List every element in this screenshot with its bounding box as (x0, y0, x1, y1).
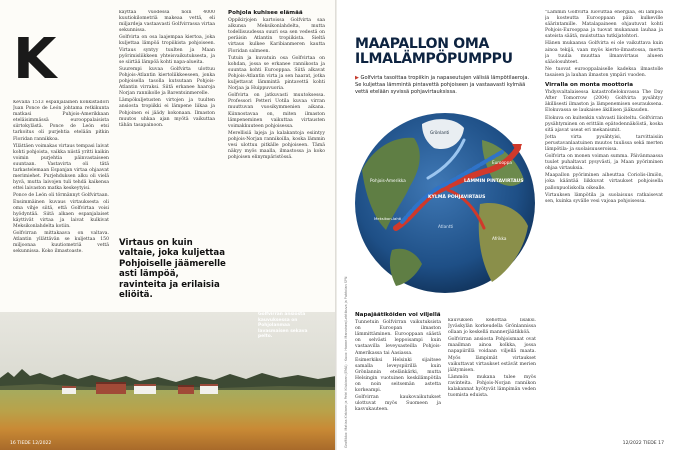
paragraph: Golfvirran ansiosta Pohjoismaat ovat maailman ainoa kolkka, jossa napapiirillä voidaan viljellä maata. Myös lämpimät virtaukset vaikuttavat virtaukset estävät merien jäätymisen. (448, 337, 536, 373)
graphic-credit (344, 276, 350, 450)
white-house (200, 384, 218, 394)
paragraph: Kevällä 1513 espanjalainen konkistadori Juan Ponce de León johtama retkikunta matkasi Puhjois-Amerikkaan eteläisimmässä eurooppalaisista siirtokylästä. Ponce de León etsi tarkoitus oli purjehtia etelään pitkin Floridan rannikkoa. (13, 100, 109, 142)
paragraph: käyttää vuodessa noin 4000 kuutiokilometriä makeaa vettä, eli miljardeja vastaavasti Golfvirrassa virtaa sekunnissa. (119, 10, 215, 34)
globe-svg (352, 100, 538, 306)
label-europe: Eurooppa (492, 160, 512, 165)
white-house (134, 384, 156, 394)
credit-text: Grafiikka: Matias Kirkinen ja Petri Kiiskinen (EMA) · Kuva: Hanne Manninen/Lehtikuva ja Puhtolan SPN (344, 276, 348, 448)
paragraph: Tutuin ja kuvatuin osa Golfvirtaa on kohdan, jossa se erkanee rannikosta ja suuntaa kohti Eurooppaa. Siitä alkavat Pohjois-Atlantin virta ja sen haarat, jotka kuljettavat lämmintä pintavettä kohti Norjaa ja Huippuvuoria. (228, 55, 325, 92)
paragraph: Ne tuovat eurooppalaiselle kadeksa ilmastolle tasaisen ja lauhan ilmaston ympäri vuoden. (545, 66, 663, 78)
paragraph: Ponce de León oli törmännyt Golfvirtaan. Ensimmäinen kuvaus virtauksesta oli oma vihje siitä, että Golfvirtaa voisi hyödyntää. Siitä alkaen espanjalaiset käyttivät virtaa ja laivat kulkivat Meksikonlahdelta kotiin. (13, 193, 109, 229)
paragraph: Golfvirta on jatkuvasti muutoksessa. Professori Petteri Uotila kuvaa virran muuttuvan vuosikymmenien aikana. Kiinnostavaa on, miten ilmaston lämpeneminen vaikuttaa virtausten voimakkuuteen pohjoisessa. (228, 93, 325, 129)
section-subhead: Pohjola kuhisee elämää (228, 10, 303, 16)
red-barn (178, 385, 194, 394)
left-column-3 (228, 10, 325, 300)
section-subhead: Virralla on monta moottoria (545, 82, 633, 89)
pull-quote: Virtaus on kuin valtaie, joka kuljettaa Pohjoiselle jäämerelle asti lämpöä, ravinteita ja erilaisia eliöitä. (119, 238, 226, 301)
paragraph: Yllättäen voimakas virtaus tempasi laivat kohti pohjoista, vaikka niistä yritti kaikin voimin purjehtia päinvastaiseen suuntaan. Vastavirta oli tätä tarkastelemaan Espanjan virtaa ohjaavat merimiehet. Purjehduksen alku oli vielä hyvä, mutta laivojen tuli tehdä kaikensa ettei laivaston matka keskeytyisi. (13, 143, 109, 192)
paragraph: Lämpökuljetusten virtojen ja tuulten ansiosta tropiikki ei lämpene liikaa ja Pohjoinen ei jäädy kokonaan. Ilmaston muutos uhkaa ajan myötä vaikuttaa tähän tasapainoon. (119, 98, 215, 128)
left-column-2 (119, 10, 215, 232)
paragraph: Golfvirran kaukovaikutukset ulottuvat myös Suomeen ja kasvukauteen. (355, 395, 441, 413)
label-atlantic: Atlantti (438, 224, 454, 229)
page-folio-right: 12/2022 TIEDE 17 (622, 441, 664, 446)
article-lede (355, 75, 531, 96)
paragraph: Lämmön mukana tulee myös ravinteita. Pohjois-Norjan rannikon kalakannat hyötyvät lämpimän veden tuomista eduista. (448, 374, 536, 399)
right-column-2 (448, 318, 536, 444)
paragraph: Golfvirta on osa laajempaa kiertoa, joka kuljettaa lämpöä tropiikista pohjoiseen. Virtaus syntyy tuulten ja Maan pyörimisliikkeen yhteisvaikutuksesta, ja se siirtää lämpöä kohti napa-alueita. (119, 35, 215, 65)
label-mexico: Meksikon-lahti (374, 216, 402, 221)
paragraph: Virtauksen lämpötila ja suolaisuus ratkaisevat sen, kuinka syvälle vesi vajoaa pohjoisessa. (545, 192, 663, 204)
gulf-stream-globe-diagram (352, 100, 538, 306)
left-column-1 (13, 100, 109, 300)
article-headline: MAAPALLON OMA ILMALÄMPÖPUMPPU (355, 36, 513, 67)
paragraph: Jotta virta pysähtyisi, tarvittaisiin perustavanlaatuinen muutos tuulissa sekä merten lämpötila- ja suolaisuuseroissa. (545, 134, 663, 152)
paragraph: Oppikirjojen kartoissa Golfvirta saa alkunsa Meksikonlahdelta, mutta todellisuudessa suuri osa sen vedestä on peräisin Atlantin tropiikista. Sieltä virtaus kulkee Karibianmeren kautta Floridan salmeen. (228, 18, 325, 54)
red-barn (96, 382, 126, 394)
paragraph: Yhdysvaltalaisessa katastrofielokuvassa The Day After Tomorrow (2004) Golfvirta pysähtyy äkillisesti ilmaston ja lämpenemisen seurauksena. Elokuvassa se laukaisee äkillisen jääkauden. (545, 90, 663, 114)
page-folio-left: 16 TIEDE 12/2022 (10, 441, 52, 446)
paragraph: Merellisiä lajeja ja kalakantoja esiintyy pohjois-Norjan rannikoilla, koska lämmin vesi ulottuu pitkälle pohjoiseen. Tämä näkyy myös maalla, ilmastossa ja koko pohjoisen elinympäristössä. (228, 130, 325, 161)
paragraph: Esimerkiksi Helsinki sijaitsee samalla leveyspiirillä kuin Grönlannin etelänkärki, mutta Helsingin vuotuinen keskilämpötila on noin seitsemän astetta korkeampi. (355, 357, 441, 394)
lede-text: Golfvirta tasoittaa tropiikin ja napaseutujen välisiä lämpötilaeroja. Se kuljettaa lämmintä pintavettä pohjoiseen ja vastaavasti kylmää vettä etelään syvissä pohjavirtauksissa. (355, 75, 530, 95)
right-column-1 (355, 312, 441, 444)
paragraph: Elokuva on kuitenkin vahvasti liioiteltu. Golfvirran pysähtyminen on erittäin epätodennäköistä, koska sitä ajavat useat eri mekanismit. (545, 115, 663, 133)
dropcap: K (13, 27, 57, 92)
paragraph: kauvuksen kehottaa lisäksi. Jyväskylän korkeudella Grönlannissa ollaan jo keskellä mannerjäätikköä. (448, 318, 536, 336)
lede-marker: ▶ (355, 75, 359, 81)
paragraph: Hänen mukaansa Golfvirta ei ole vaikuttava kuin ainoa tekijä, vaan myös kierto-ilmastossa, merta ja tuulia muuttaa ilmanvirtaus alueen sääolosuhteet. (545, 41, 663, 65)
photo-caption: Golfvirran ansiosta kauvuksessa on Pohjolanmaa lavasmaisen sekava pelto. (258, 312, 308, 340)
paragraph: Suurempi kuvaa Golfvirta ulottuu Pohjois-Atlantin kiertoliikkeeseen, jonka pohjoisella tasolla kutsutaan Pohjois-Atlantin virraksi. Siitä erkanee haaroja Norjan rannikolle ja Barentsinmerelle. (119, 66, 215, 97)
label-africa: Afrikka (492, 236, 507, 241)
paragraph: Maapallon pyöriminen aiheuttaa Coriolis-ilmiön, joka kääntää liikkuvat virtaukset pohjoisella pallonpuoliskolla oikealle. (545, 173, 663, 191)
label-cold-current: KYLMÄ POHJAVIRTAUS (428, 195, 486, 200)
label-warm-current: LÄMMIN PINTAVIRTAUS (464, 179, 524, 184)
paragraph: "Lämmin Golfvirta luovuttaa energiaa, eli lämpöä ja kosteutta Eurooppaan päin kulkeville säärintamille. Matalapaineen ohjautuvat kohti Pohjois-Eurooppaa ja tuovat mukanaan lauhaa ja sateista säätä, muistuttaa tutkijatohtori. (545, 10, 663, 40)
white-house (62, 386, 76, 394)
right-column-3 (545, 10, 663, 438)
label-greenland: Grönlanti (430, 130, 450, 135)
paragraph: Golfvirran mittakaava on valtava. Atlantin yllättävän se kuljettaa 150 miljoonaa kuutiometriä vettä sekunnissa. Koko ilmastoaste. (13, 230, 109, 255)
label-north-america: Pohjois-Amerikka (370, 178, 406, 183)
paragraph: Golfvirta on monen voiman summa. Päivänmaassa tuulet puhaltavat pysyvästi, ja Maan pyöriminen ohjaa virtauksia. (545, 154, 663, 172)
paragraph: Tunnetuin Golfvirran vaikutuksista on Euroopan ilmaston lämmittäminen. Eurooppaan säästä on selvästi leppoisampi kuin vastaavilla leveysasteilla Pohjois-Amerikassa tai Aasiassa. (355, 320, 441, 356)
left-page (0, 0, 336, 450)
section-subhead: Napajäätiköiden voi viljellä (355, 312, 441, 318)
